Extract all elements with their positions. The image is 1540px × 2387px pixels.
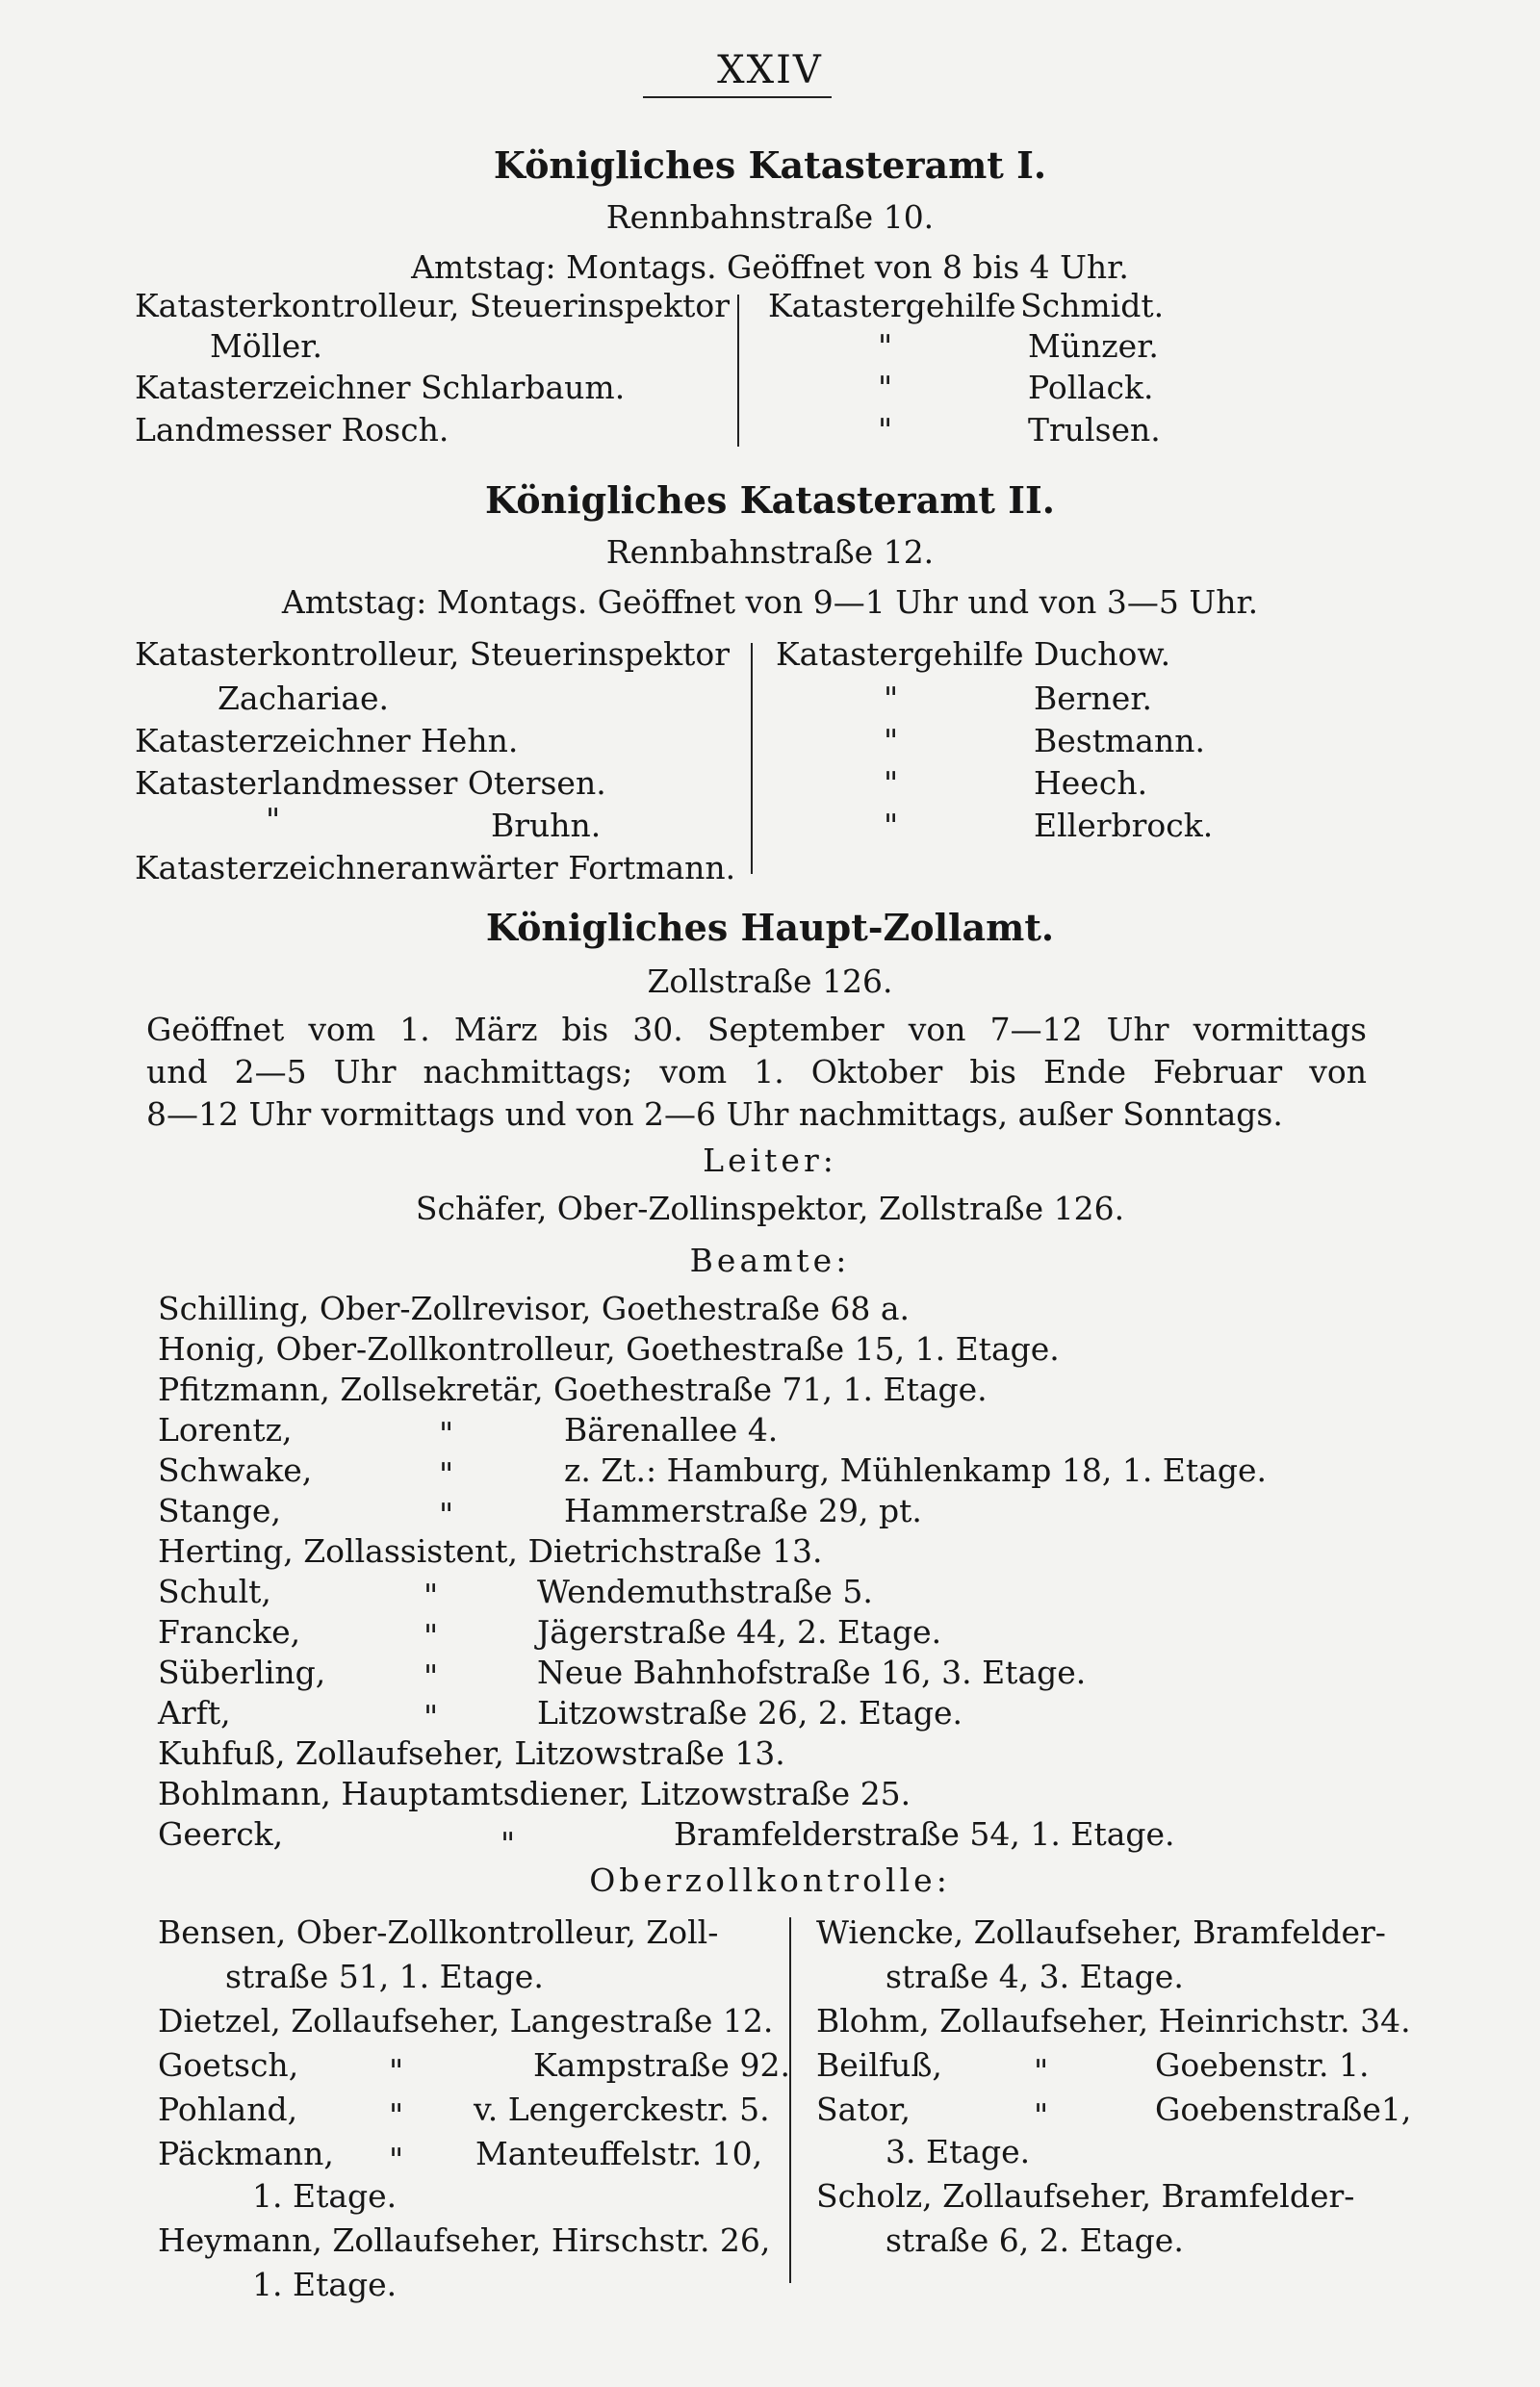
s1-left-line: Möller. bbox=[210, 327, 322, 365]
section-3-hours-line: 8—12 Uhr vormittags und von 2—6 Uhr nachmittags, außer Sonntags. bbox=[146, 1095, 1283, 1133]
s1-right-name: Trulsen. bbox=[1028, 411, 1161, 449]
section-3-hours-line: Geöffnet vom 1. März bis 30. September von 7—12 Uhr vormittags bbox=[146, 1011, 1367, 1048]
beamte-row: Herting, Zollassistent, Dietrichstraße 13. bbox=[158, 1532, 823, 1570]
s1-left-line: Katasterkontrolleur, Steuerinspektor bbox=[135, 287, 731, 324]
ditto-mark: " bbox=[500, 1825, 516, 1862]
ditto-mark: " bbox=[884, 722, 899, 759]
s2-left-line: Katasterlandmesser Otersen. bbox=[135, 764, 606, 802]
ditto-mark: " bbox=[1034, 2096, 1049, 2134]
ditto-mark: " bbox=[884, 764, 899, 802]
beamte-address: Wendemuthstraße 5. bbox=[537, 1573, 873, 1610]
beamte-address: Jägerstraße 44, 2. Etage. bbox=[537, 1613, 942, 1651]
ditto-mark: " bbox=[878, 369, 893, 406]
beamte-address: z. Zt.: Hamburg, Mühlenkamp 18, 1. Etage. bbox=[564, 1451, 1267, 1489]
beamte-row: Bohlmann, Hauptamtsdiener, Litzowstraße 25. bbox=[158, 1775, 911, 1812]
beamte-heading: Beamte: bbox=[689, 1242, 851, 1279]
section-3-address: Zollstraße 126. bbox=[647, 962, 893, 1000]
s2-left-line: Katasterzeichner Hehn. bbox=[135, 722, 519, 759]
s1-right-name: Pollack. bbox=[1028, 369, 1154, 406]
ober-left-line: Dietzel, Zollaufseher, Langestraße 12. bbox=[158, 2002, 774, 2040]
s2-right-name: Duchow. bbox=[1034, 635, 1171, 673]
ditto-mark: " bbox=[424, 1617, 439, 1655]
s1-left-line: Landmesser Rosch. bbox=[135, 411, 449, 449]
s2-right-label: Katastergehilfe bbox=[776, 635, 1024, 673]
s2-left-line: Katasterzeichneranwärter Fortmann. bbox=[135, 849, 736, 886]
ober-right-address: Goebenstr. 1. bbox=[1155, 2046, 1370, 2084]
column-divider bbox=[789, 1917, 791, 2283]
ober-left-address: Kampstraße 92. bbox=[533, 2046, 790, 2084]
ober-left-name: Päckmann, bbox=[158, 2135, 334, 2172]
ober-right-line: straße 4, 3. Etage. bbox=[886, 1958, 1184, 1995]
s1-right-label: Katastergehilfe bbox=[768, 287, 1016, 324]
beamte-address: Bramfelderstraße 54, 1. Etage. bbox=[674, 1815, 1175, 1853]
section-3-title: Königliches Haupt-Zollamt. bbox=[485, 906, 1055, 949]
ober-right-line: Blohm, Zollaufseher, Heinrichstr. 34. bbox=[816, 2002, 1411, 2040]
ober-right-line: Wiencke, Zollaufseher, Bramfelder- bbox=[816, 1913, 1386, 1951]
s1-right-name: Schmidt. bbox=[1020, 287, 1165, 324]
ober-right-line: Scholz, Zollaufseher, Bramfelder- bbox=[816, 2177, 1355, 2215]
column-divider bbox=[751, 643, 753, 874]
ober-left-name: Pohland, bbox=[158, 2091, 298, 2128]
beamte-address: Litzowstraße 26, 2. Etage. bbox=[537, 1694, 963, 1732]
s2-left-line: Bruhn. bbox=[491, 807, 602, 844]
leiter-entry: Schäfer, Ober-Zollinspektor, Zollstraße 126. bbox=[415, 1190, 1125, 1227]
ober-left-line: 1. Etage. bbox=[252, 2266, 398, 2303]
section-2-title: Königliches Katasteramt II. bbox=[485, 478, 1055, 522]
ditto-mark: " bbox=[424, 1577, 439, 1614]
ditto-mark: " bbox=[424, 1657, 439, 1695]
beamte-row: Honig, Ober-Zollkontrolleur, Goethestraße 15, 1. Etage. bbox=[158, 1330, 1060, 1368]
s2-right-name: Berner. bbox=[1034, 680, 1152, 717]
page-number: XXIV bbox=[717, 48, 823, 92]
s2-left-line: Katasterkontrolleur, Steuerinspektor bbox=[135, 635, 731, 673]
s2-right-name: Ellerbrock. bbox=[1034, 807, 1214, 844]
beamte-name: Arft, bbox=[158, 1694, 231, 1732]
leiter-heading: Leiter: bbox=[703, 1142, 837, 1179]
ditto-mark: " bbox=[878, 327, 893, 365]
ober-right-name: Sator, bbox=[816, 2091, 911, 2128]
ober-right-line: 3. Etage. bbox=[886, 2133, 1031, 2170]
s1-right-name: Münzer. bbox=[1028, 327, 1159, 365]
ober-right-line: straße 6, 2. Etage. bbox=[886, 2221, 1184, 2259]
ditto-mark: " bbox=[439, 1496, 454, 1533]
ditto-mark: " bbox=[266, 801, 281, 838]
section-2-address: Rennbahnstraße 12. bbox=[605, 533, 935, 571]
ober-left-address: v. Lengerckestr. 5. bbox=[474, 2091, 770, 2128]
ober-right-name: Beilfuß, bbox=[816, 2046, 942, 2084]
s1-left-line: Katasterzeichner Schlarbaum. bbox=[135, 369, 626, 406]
section-2-hours: Amtstag: Montags. Geöffnet von 9—1 Uhr und von 3—5 Uhr. bbox=[281, 583, 1259, 621]
s2-left-line: Zachariae. bbox=[218, 680, 390, 717]
beamte-name: Süberling, bbox=[158, 1654, 326, 1691]
beamte-address: Bärenallee 4. bbox=[564, 1411, 779, 1449]
ditto-mark: " bbox=[389, 2052, 404, 2090]
ditto-mark: " bbox=[878, 411, 893, 449]
ober-left-line: Heymann, Zollaufseher, Hirschstr. 26, bbox=[158, 2221, 771, 2259]
section-1-title: Königliches Katasteramt I. bbox=[493, 143, 1047, 187]
ditto-mark: " bbox=[1034, 2052, 1049, 2090]
page-number-rule bbox=[643, 96, 832, 98]
beamte-row: Kuhfuß, Zollaufseher, Litzowstraße 13. bbox=[158, 1734, 785, 1772]
beamte-address: Neue Bahnhofstraße 16, 3. Etage. bbox=[537, 1654, 1087, 1691]
ober-left-line: Bensen, Ober-Zollkontrolleur, Zoll- bbox=[158, 1913, 719, 1951]
beamte-row: Pfitzmann, Zollsekretär, Goethestraße 71, 1. Etage. bbox=[158, 1371, 988, 1408]
beamte-name: Geerck, bbox=[158, 1815, 284, 1853]
beamte-name: Francke, bbox=[158, 1613, 301, 1651]
ober-right-address: Goebenstraße1, bbox=[1155, 2091, 1412, 2128]
ober-left-address: Manteuffelstr. 10, bbox=[475, 2135, 763, 2172]
oberzollkontrolle-heading: Oberzollkontrolle: bbox=[589, 1861, 951, 1899]
beamte-name: Schult, bbox=[158, 1573, 271, 1610]
beamte-address: Hammerstraße 29, pt. bbox=[564, 1492, 922, 1529]
beamte-row: Schilling, Ober-Zollrevisor, Goethestraße 68 a. bbox=[158, 1290, 911, 1327]
ditto-mark: " bbox=[439, 1455, 454, 1493]
ober-left-line: straße 51, 1. Etage. bbox=[225, 1958, 544, 1995]
ober-left-name: Goetsch, bbox=[158, 2046, 299, 2084]
ditto-mark: " bbox=[439, 1415, 454, 1452]
ditto-mark: " bbox=[389, 2141, 404, 2178]
ditto-mark: " bbox=[884, 807, 899, 844]
ober-left-line: 1. Etage. bbox=[252, 2177, 398, 2215]
beamte-name: Schwake, bbox=[158, 1451, 313, 1489]
s2-right-name: Bestmann. bbox=[1034, 722, 1205, 759]
section-1-address: Rennbahnstraße 10. bbox=[605, 198, 935, 236]
ditto-mark: " bbox=[424, 1698, 439, 1735]
section-3-hours-line: und 2—5 Uhr nachmittags; vom 1. Oktober bis Ende Februar von bbox=[146, 1053, 1367, 1091]
section-1-hours: Amtstag: Montags. Geöffnet von 8 bis 4 Uhr. bbox=[411, 248, 1129, 286]
ditto-mark: " bbox=[884, 680, 899, 717]
s2-right-name: Heech. bbox=[1034, 764, 1148, 802]
ditto-mark: " bbox=[389, 2096, 404, 2134]
beamte-name: Lorentz, bbox=[158, 1411, 293, 1449]
beamte-name: Stange, bbox=[158, 1492, 281, 1529]
column-divider bbox=[737, 295, 739, 447]
